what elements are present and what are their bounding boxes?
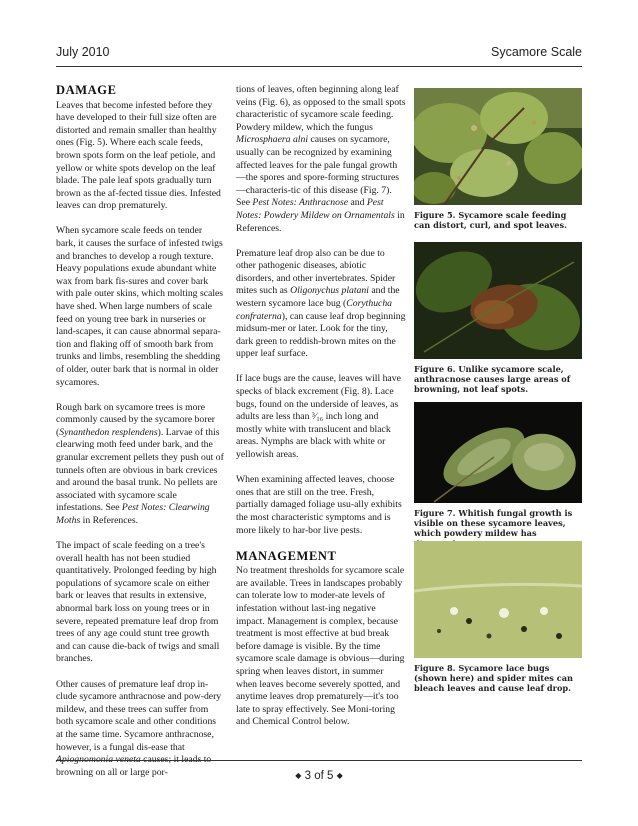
section-heading-management: MANAGEMENT bbox=[236, 548, 337, 563]
text-run: ), can cause leaf drop beginning midsum-mer or later. Look for the tiny, dark green to reddish-brown mites on the upper leaf surface. bbox=[236, 310, 406, 360]
fraction: ³⁄₁₆ bbox=[311, 411, 324, 423]
paragraph: Leaves that become infested before they have developed to their full size often are distorted and remain smaller than healthy ones (Fig. 5). Where each scale feeds, brown spots form on the leaf petiole, and yellow or white spots develop on the leaf blade. The pale leaf spots gradually turn brown as the af-fected tissue dies. Infested leaves can drop prematurely. bbox=[56, 99, 221, 212]
powdery-mildew-photo bbox=[414, 402, 582, 503]
paragraph: When sycamore scale feeds on tender bark, it causes the surface of infested twigs and branches to develop a rough texture. Heavy populations exude abundant white wax from bark fis-sures and cover bark with pale outer skins, which molting scales have shed. When large numbers of scale feed on young tree bark in nurseries or land-scapes, it can cause abnormal separa-tion and flaking off of smooth bark from trunks and limbs, resembling the shedding of older, outer bark that is normal in older sycamores. bbox=[56, 225, 224, 388]
section-heading-damage: DAMAGE bbox=[56, 83, 117, 97]
page-header bbox=[56, 45, 582, 63]
paragraph: The impact of scale feeding on a tree's overall health has not been studied quantitatively. Prolonged feeding by high populations of sycamore scale on either bark or leaves that results in extensive, abnormal bark loss on young trees or in severe, repeated premature leaf drop from trees of any age could stunt tree growth and can cause die-back of twigs and small branches. bbox=[56, 540, 220, 665]
figure-5-caption: Figure 5. Sycamore scale feeding can distort, curl, and spot leaves. bbox=[414, 210, 567, 231]
header-rule bbox=[56, 66, 582, 67]
figure-7 bbox=[414, 402, 582, 503]
text-run: Rough bark on sycamore trees is more commonly caused by the sycamore borer ( bbox=[56, 401, 215, 438]
page-indicator: 3 of 5 bbox=[304, 770, 334, 782]
species-name: Oligonychus platani bbox=[290, 285, 369, 297]
paragraph bbox=[236, 373, 406, 461]
species-name: Synanthedon resplendens bbox=[59, 426, 158, 438]
header-title: Sycamore Scale bbox=[490, 45, 582, 59]
text-run: in References. bbox=[80, 515, 139, 526]
paragraph: When examining affected leaves, choose ones that are still on the tree. Fresh, partially damaged foliage usu-ally exhibits the most characteristic symptoms and is more likely to har-bor live pests. bbox=[236, 474, 402, 536]
text-run: ). Larvae of this clearwing moth feed under bark, and the granular excrement pellets they push out of tunnels often are obvious in bark crevices and around the basal trunk. No pellets are associated with sycamore scale infestations. See bbox=[56, 426, 224, 514]
species-name: Corythucha confraterna bbox=[236, 298, 393, 322]
text-run: in References. bbox=[236, 209, 405, 234]
species-name: Microsphaera alni bbox=[236, 134, 309, 146]
figure-8-caption: Figure 8. Sycamore lace bugs (shown here) and spider mites can bleach leaves and cause leaf drop. bbox=[414, 663, 574, 694]
text-run: and bbox=[348, 197, 367, 209]
reference-title: Pest Notes: Anthracnose bbox=[252, 197, 349, 209]
reference-title: Pest Notes: Clearwing Moths bbox=[56, 502, 210, 526]
paragraph bbox=[236, 84, 406, 235]
species-name: Apiognomonia veneta bbox=[56, 754, 141, 766]
text-run: Other causes of premature leaf drop in-clude sycamore anthracnose and pow-dery mildew, and these trees can suffer from both sycamore scale and other conditions at the same time. Sycamore anthracnose, however, is a fungal dis-ease that bbox=[56, 678, 222, 753]
figure-7-caption: Figure 7. Whitish fungal growth is visible on these sycamore leaves, which powdery mildew has bbox=[414, 508, 573, 539]
paragraph bbox=[236, 248, 406, 361]
figure-5 bbox=[414, 88, 582, 205]
figure-6 bbox=[414, 242, 582, 359]
header-date: July 2010 bbox=[56, 45, 110, 59]
text-run: causes on sycamore, usually can be recognized by examining affected leaves for the pale fungal growth—the spores and spore-forming structures—characteris-tic of this disease (Fig. 7). See bbox=[236, 134, 400, 209]
paragraph bbox=[56, 679, 224, 780]
page-number bbox=[0, 770, 638, 782]
lace-bug-photo bbox=[414, 541, 582, 658]
text-run: Premature leaf drop also can be due to other pathogenic diseases, abiotic disorders, and other invertebrates. Spider mites such as bbox=[236, 247, 396, 297]
text-run: causes; it leads to browning on all or large por- bbox=[56, 754, 212, 778]
text-run: If lace bugs are the cause, leaves will have specks of black excrement (Fig. 8). Lace bugs, found on the underside of leaves, as adults are less than bbox=[236, 373, 401, 423]
text-run: and the western sycamore lace bug ( bbox=[236, 285, 400, 309]
next-page-arrow-icon[interactable]: ◆ bbox=[336, 771, 343, 780]
previous-page-arrow-icon[interactable]: ◆ bbox=[295, 771, 302, 780]
text-run: tions of leaves, often beginning along leaf veins (Fig. 6), as opposed to the small spots characteristic of sycamore scale feeding. Powdery mildew, which the fungus bbox=[236, 84, 406, 133]
text-run: inch long and mostly white with translucent and black areas. Nymphs are black with white or yellowish areas. bbox=[236, 411, 391, 461]
footer-rule bbox=[56, 760, 582, 761]
paragraph bbox=[56, 402, 224, 528]
column-1 bbox=[56, 84, 224, 792]
sycamore-leaves-photo bbox=[414, 88, 582, 205]
anthracnose-leaf-photo bbox=[414, 242, 582, 359]
paragraph: No treatment thresholds for sycamore scale are available. Trees in landscapes probably can tolerate low to moder-ate levels of infestation without last-ing negative impact. Management is complex, because treatment is most effective at bud break before damage is visible. By the time sycamore scale damage is obvious—during spring when leaves distort, in summer when leaves become severely spotted, and anytime leaves drop prematurely—it's too late to spray effectively. See Moni-toring and Chemical Control below. bbox=[236, 565, 405, 728]
reference-title: Pest Notes: Powdery Mildew on Ornamentals bbox=[236, 197, 395, 221]
figure-8 bbox=[414, 541, 582, 658]
column-2 bbox=[236, 84, 406, 741]
figure-6-caption: Figure 6. Unlike sycamore scale, anthracnose causes large areas of browning, not leaf spots. bbox=[414, 364, 571, 395]
figure-column bbox=[414, 88, 582, 694]
